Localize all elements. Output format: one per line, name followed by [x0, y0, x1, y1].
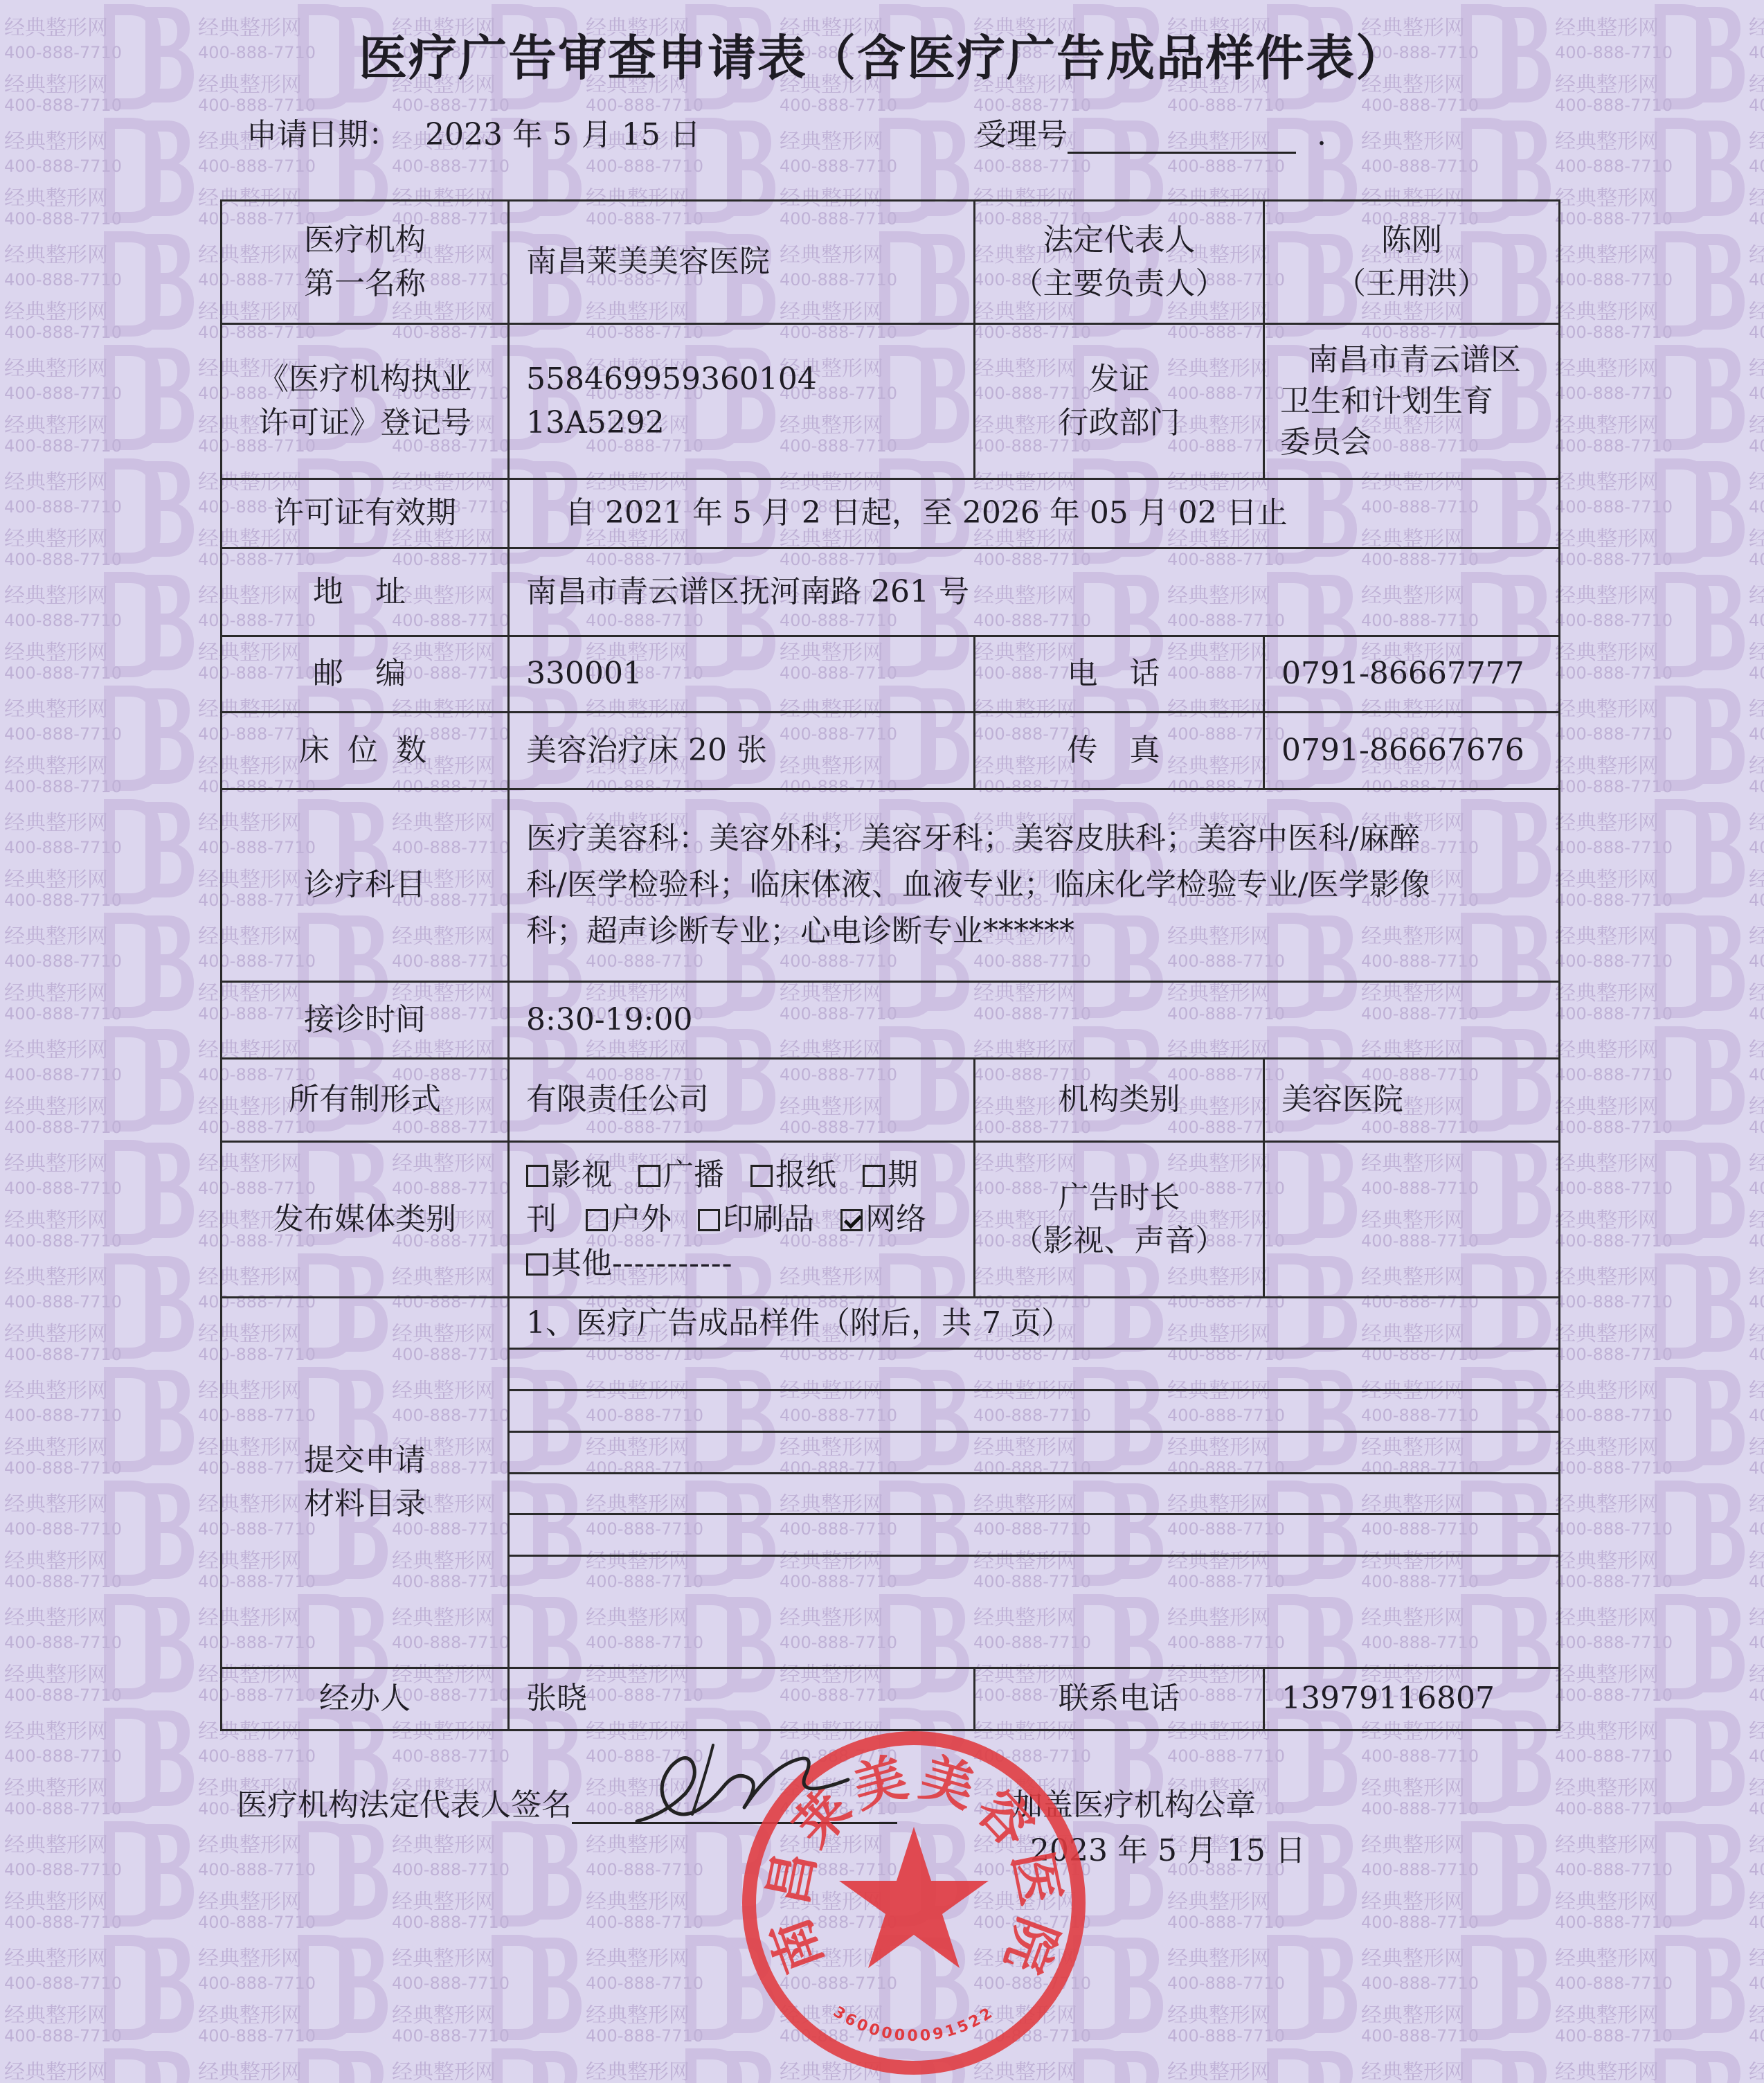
application-date: 2023 年 5 月 15 日 [425, 117, 701, 152]
ownership-label: 所有制形式 [222, 1059, 509, 1142]
media-periodical-label: 期 [888, 1157, 918, 1193]
svg-text:3600000091522 [830, 2003, 998, 2045]
table-row [222, 548, 1560, 636]
seal-code: 3600000091522 [829, 2003, 998, 2045]
acceptance-no-suffix: . [1317, 117, 1326, 152]
media-options [509, 1141, 975, 1298]
materials-item-4 [509, 1431, 1560, 1473]
seal-label: 加盖医疗机构公章 [1012, 1787, 1256, 1823]
issuer-label: 发证 行政部门 [975, 324, 1264, 479]
table-row [222, 1298, 1560, 1349]
media-web-checkbox[interactable] [840, 1209, 863, 1231]
issuer: 南昌市青云谱区 卫生和计划生育 委员会 [1264, 324, 1560, 479]
media-tv-label: 影视 [551, 1157, 612, 1193]
phone: 0791-86667777 [1264, 636, 1560, 713]
postcode-label: 邮 编 [222, 636, 509, 713]
materials-item-5 [509, 1473, 1560, 1514]
seal-char: 容 [964, 1778, 1046, 1859]
table-row [222, 201, 1560, 324]
table-row [222, 789, 1560, 982]
ad-duration-label: 广告时长 （影视、声音） [975, 1141, 1264, 1298]
media-outdoor-label: 户外 [611, 1201, 672, 1237]
document-title: 医疗广告审查申请表（含医疗广告成品样件表） [359, 29, 1405, 87]
seal-char: 南 [758, 1910, 835, 1981]
media-tv-checkbox[interactable] [526, 1165, 548, 1187]
license-label: 《医疗机构执业 许可证》登记号 [222, 324, 509, 479]
media-periodical-checkbox[interactable] [863, 1165, 885, 1187]
materials-item-2 [509, 1349, 1560, 1391]
seal-char: 院 [993, 1910, 1070, 1981]
hours-label: 接诊时间 [222, 982, 509, 1059]
handler-label: 经办人 [222, 1668, 509, 1730]
materials-item-1: 1、医疗广告成品样件（附后，共 7 页） [509, 1298, 1560, 1349]
seal-char: 莱 [782, 1778, 863, 1859]
validity: 自 2021 年 5 月 2 日起，至 2026 年 05 月 02 日止 [509, 479, 1560, 548]
contact: 13979116807 [1264, 1668, 1560, 1730]
table-row [222, 713, 1560, 789]
application-form-table [220, 199, 1560, 1731]
legal-rep-name: 陈刚 （王用洪） [1264, 201, 1560, 324]
ad-duration [1264, 1141, 1560, 1298]
table-row [222, 1668, 1560, 1730]
address: 南昌市青云谱区抚河南路 261 号 [509, 548, 1560, 636]
acceptance-no-field [1068, 152, 1296, 154]
seal-char: 美 [846, 1746, 914, 1820]
media-other-checkbox[interactable] [526, 1253, 548, 1276]
star-icon [839, 1827, 989, 1968]
seal-char: 医 [1000, 1846, 1072, 1911]
fax-label: 传 真 [975, 713, 1264, 789]
acceptance-no-row [976, 109, 1326, 154]
media-label: 发布媒体类别 [222, 1141, 509, 1298]
contact-label: 联系电话 [975, 1668, 1264, 1730]
media-radio-label: 广播 [663, 1157, 724, 1193]
beds: 美容治疗床 20 张 [509, 713, 975, 789]
media-print-checkbox[interactable] [698, 1209, 720, 1231]
materials-item-7 [509, 1556, 1560, 1668]
media-print-label: 印刷品 [723, 1201, 814, 1237]
media-other-label: 其他 [551, 1245, 612, 1281]
acceptance-no-label: 受理号 [976, 117, 1068, 152]
signature-label: 医疗机构法定代表人签名 [237, 1787, 572, 1823]
application-date-label: 申请日期： [246, 117, 399, 152]
license-no: 558469959360104 13A5292 [509, 324, 975, 479]
postcode: 330001 [509, 636, 975, 713]
table-row [222, 479, 1560, 548]
media-newspaper-checkbox[interactable] [750, 1165, 773, 1187]
legal-rep-label: 法定代表人 （主要负责人） [975, 201, 1264, 324]
table-row [222, 324, 1560, 479]
media-radio-checkbox[interactable] [638, 1165, 660, 1187]
seal-char: 昌 [755, 1846, 827, 1911]
institution-name: 南昌莱美美容医院 [509, 201, 975, 324]
footer-date: 2023 年 5 月 15 日 [1030, 1833, 1306, 1868]
validity-label: 许可证有效期 [222, 479, 509, 548]
beds-label: 床 位 数 [222, 713, 509, 789]
fax: 0791-86667676 [1264, 713, 1560, 789]
materials-item-3 [509, 1390, 1560, 1431]
application-date-row [246, 109, 701, 154]
media-periodical-label-cont: 刊 [526, 1201, 557, 1237]
departments-label: 诊疗科目 [222, 789, 509, 982]
materials-item-6 [509, 1514, 1560, 1556]
org-type-label: 机构类别 [975, 1059, 1264, 1142]
table-row [222, 1059, 1560, 1142]
ownership: 有限责任公司 [509, 1059, 975, 1142]
departments: 医疗美容科：美容外科；美容牙科；美容皮肤科；美容中医科/麻醉 科/医学检验科；临床体液、血液专业；临床化学检验专业/医学影像 科；超声诊断专业；心电诊断专业****** [509, 789, 1560, 982]
table-row [222, 636, 1560, 713]
media-other-blank: ----------- [612, 1245, 733, 1281]
address-label: 地 址 [222, 548, 509, 636]
handwritten-signature [609, 1731, 900, 1842]
table-row [222, 1141, 1560, 1298]
media-web-label: 网络 [865, 1201, 926, 1237]
phone-label: 电 话 [975, 636, 1264, 713]
media-outdoor-checkbox[interactable] [586, 1209, 608, 1231]
handler: 张晓 [509, 1668, 975, 1730]
hours: 8:30-19:00 [509, 982, 1560, 1059]
table-row [222, 982, 1560, 1059]
media-newspaper-label: 报纸 [775, 1157, 836, 1193]
seal-char: 美 [914, 1746, 982, 1820]
institution-name-label: 医疗机构 第一名称 [222, 201, 509, 324]
org-type: 美容医院 [1264, 1059, 1560, 1142]
materials-label: 提交申请 材料目录 [222, 1298, 509, 1668]
